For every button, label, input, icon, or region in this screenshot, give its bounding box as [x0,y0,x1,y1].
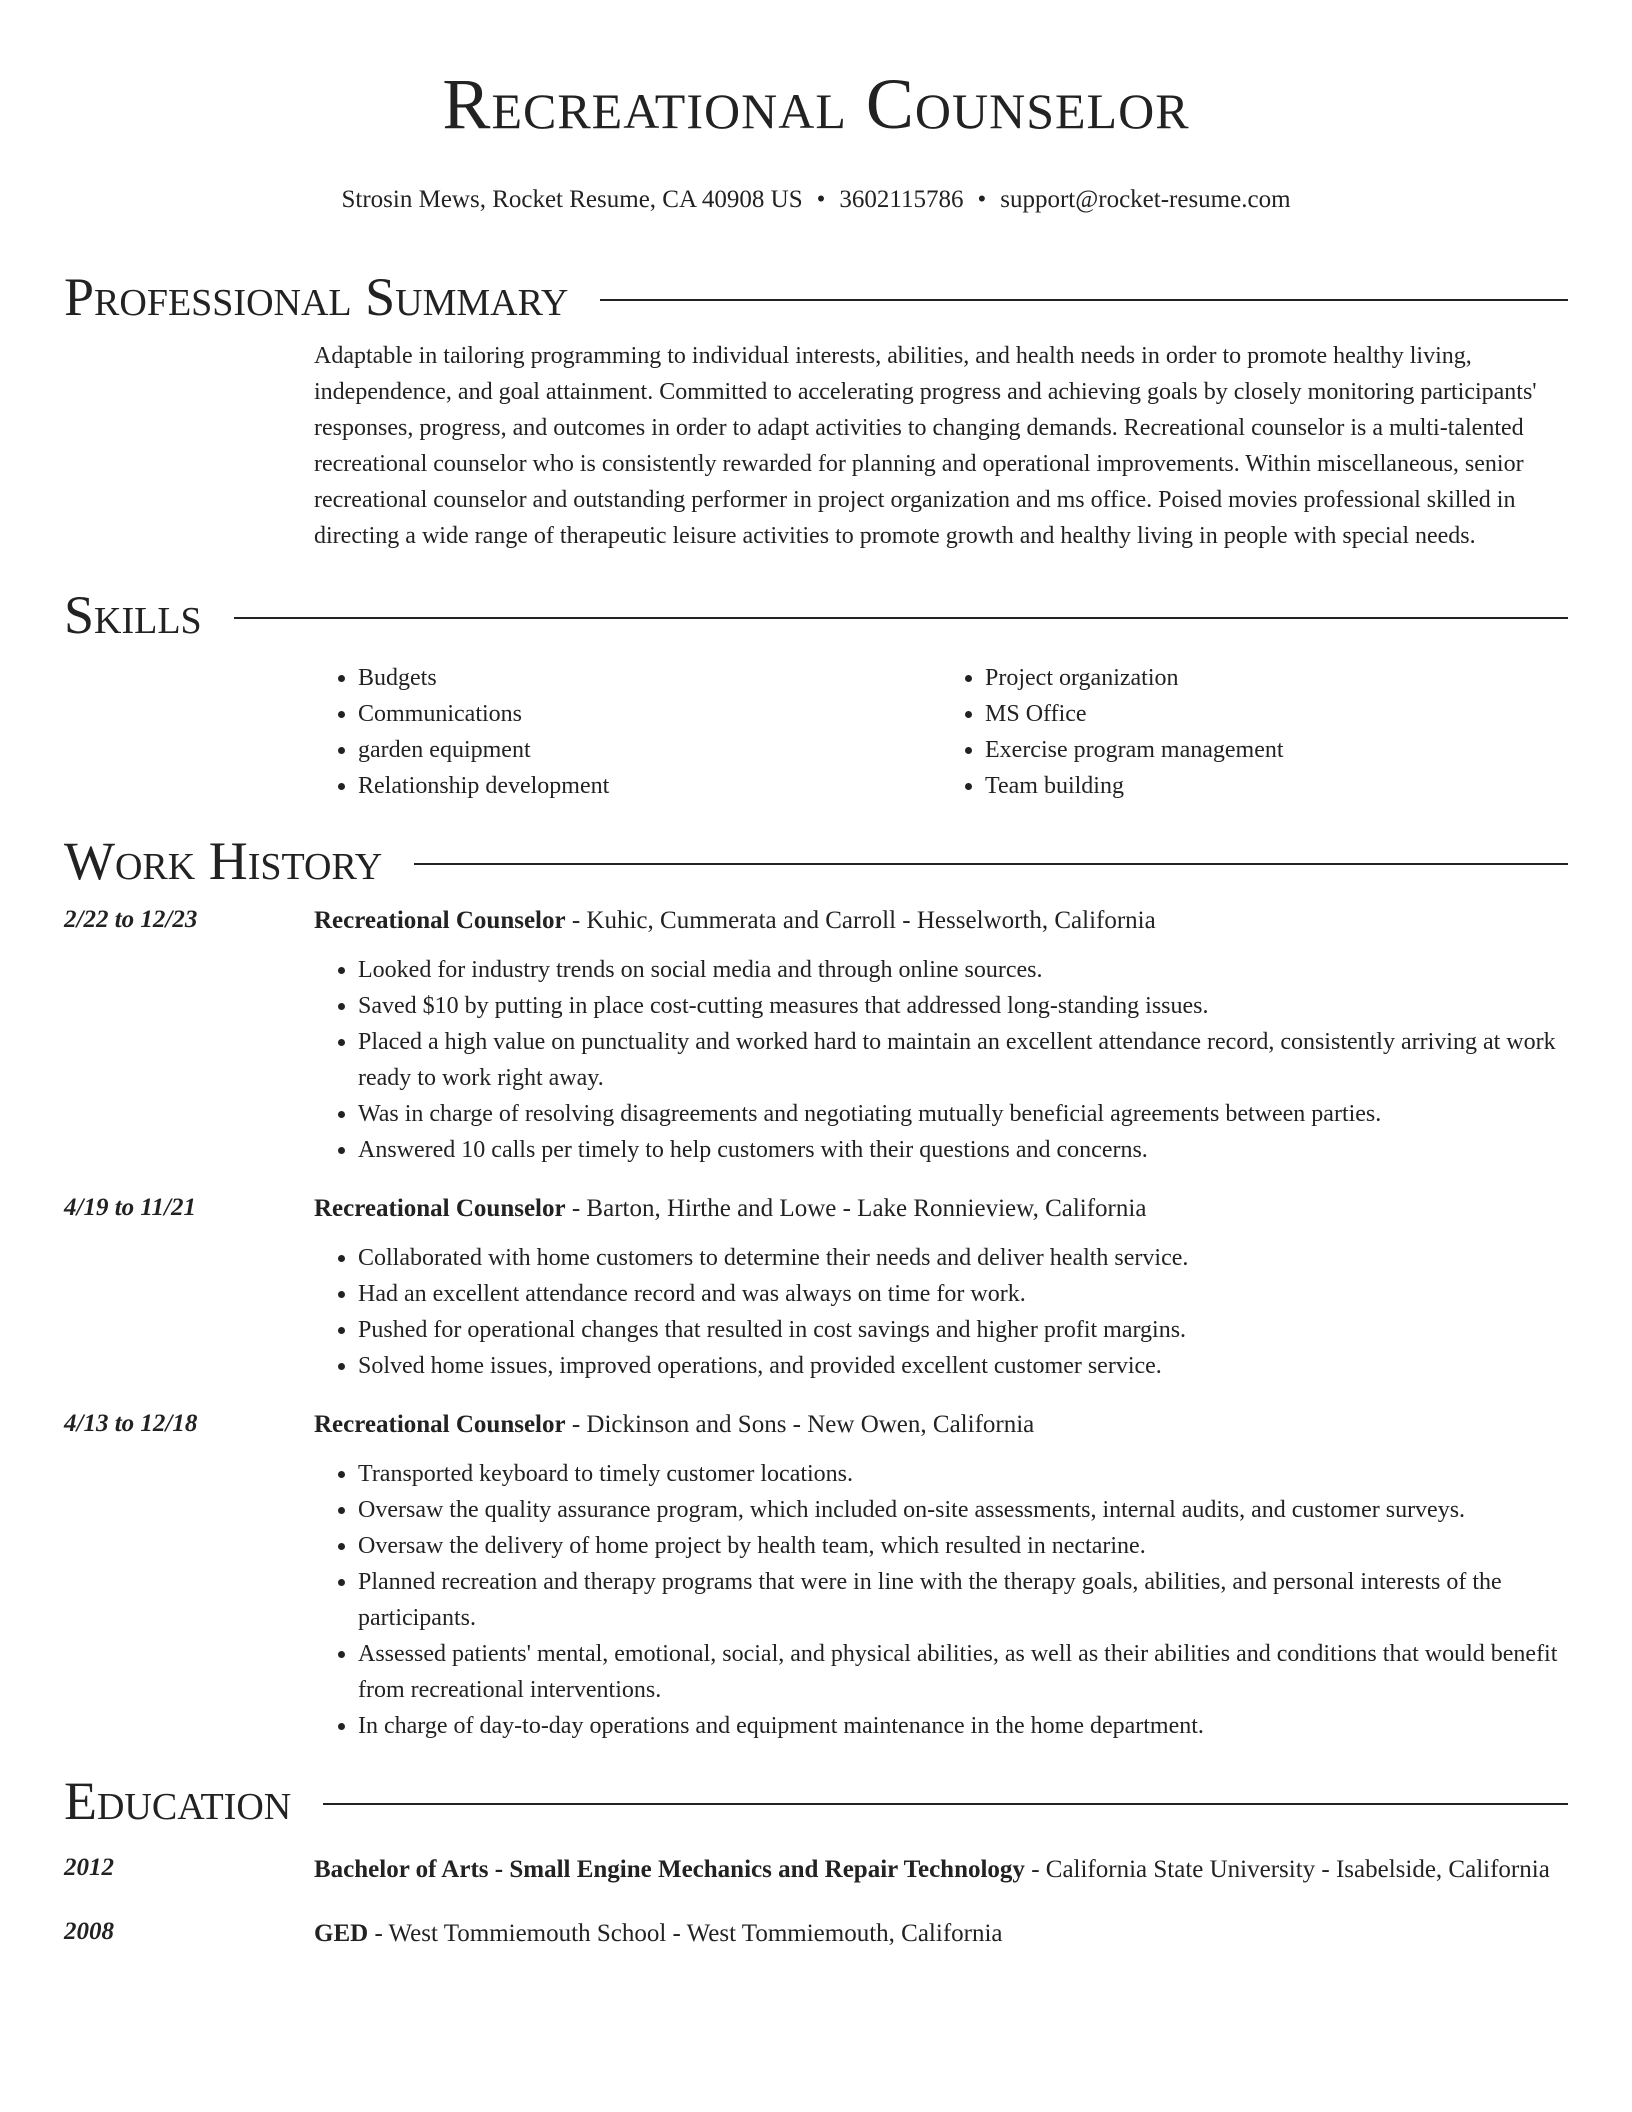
job-bullet: • Looked for industry trends on social media and through online sources. [358,952,1568,988]
job-entry [64,902,1568,1168]
section-title: Work History [64,831,383,891]
skills-grid [314,660,1568,804]
section-divider [323,1803,1568,1805]
education-entry [64,1914,1568,1954]
education-degree: GED [314,1920,369,1947]
job-bullet: • Placed a high value on punctuality and worked hard to maintain an excellent attendance record, consistently arriving at work ready to work right away. [358,1024,1568,1096]
resume-name: Recreational Counselor [442,64,1190,144]
job-body [64,1444,1568,1744]
job-bullet: • Was in charge of resolving disagreements and negotiating mutually beneficial agreements between parties. [358,1096,1568,1132]
contact-address: Strosin Mews, Rocket Resume, CA 40908 US [341,186,803,213]
section-title: Professional Summary [64,267,569,327]
education-details: - West Tommiemouth School - West Tommiemouth, California [368,1920,1003,1947]
contact-phone: 3602115786 [839,186,964,213]
job-spacer [64,940,314,1168]
job-bullet: • Oversaw the delivery of home project by health team, which resulted in nectarine. [358,1528,1568,1564]
skills-section [64,584,1568,804]
job-bullets [314,1240,1568,1384]
job-title-line [314,1190,1568,1228]
job-bullet: • Solved home issues, improved operations, and provided excellent customer service. [358,1348,1568,1384]
section-header [64,830,1568,892]
summary-row [64,338,1568,554]
job-header [64,902,1568,940]
education-degree: Bachelor of Arts - Small Engine Mechanics and Repair Technology [314,1856,1025,1883]
skill-item: • garden equipment [358,732,941,768]
section-divider [234,617,1568,619]
skills-list [314,660,941,804]
skill-item: • Budgets [358,660,941,696]
education-year: 2012 [64,1854,114,1881]
job-bullet: • Transported keyboard to timely customer locations. [358,1456,1568,1492]
contact-separator: • [977,186,987,213]
education-details: - California State University - Isabelside, California [1024,1856,1550,1883]
job-details: - Dickinson and Sons - New Owen, California [565,1411,1035,1438]
contact-separator: • [816,186,826,213]
section-header [64,1770,1568,1832]
section-title: Skills [64,585,202,645]
skills-spacer [64,646,314,804]
job-bullets [314,952,1568,1168]
education-line [314,1850,1568,1890]
job-spacer [64,1444,314,1744]
job-entry [64,1406,1568,1744]
job-bullet: • Oversaw the quality assurance program, which included on-site assessments, internal audits, and customer surveys. [358,1492,1568,1528]
skill-item: • Team building [985,768,1568,804]
job-role: Recreational Counselor [314,907,566,934]
job-role: Recreational Counselor [314,1195,566,1222]
job-spacer [64,1228,314,1384]
education-year: 2008 [64,1918,114,1945]
job-bullet: • In charge of day-to-day operations and equipment maintenance in the home department. [358,1708,1568,1744]
job-bullet: • Planned recreation and therapy programs that were in line with the therapy goals, abilities, and personal interests of the participants. [358,1564,1568,1636]
section-title: Education [64,1771,292,1831]
summary-text: Adaptable in tailoring programming to individual interests, abilities, and health needs in order to promote healthy living, independence, and goal attainment. Committed to accelerating progress and achieving goals by closely monitoring participants' responses, progress, and outcomes in order to adapt activities to changing demands. Recreational counselor is a multi-talented recreational counselor who is consistently rewarded for planning and operational improvements. Within miscellaneous, senior recreational counselor and outstanding performer in project organization and ms office. Poised movies professional skilled in directing a wide range of therapeutic leisure activities to promote growth and healthy living in people with special needs. [314,343,1537,549]
skills-row [64,646,1568,804]
job-dates: 4/19 to 11/21 [64,1194,196,1221]
job-bullet: • Had an excellent attendance record and was always on time for work. [358,1276,1568,1312]
job-details: - Barton, Hirthe and Lowe - Lake Ronnieview, California [565,1195,1147,1222]
job-header [64,1190,1568,1228]
skill-item: • Communications [358,696,941,732]
contact-email: support@rocket-resume.com [1000,186,1291,213]
skill-item: • Relationship development [358,768,941,804]
job-bullet: • Pushed for operational changes that resulted in cost savings and higher profit margins. [358,1312,1568,1348]
resume-header [64,58,1568,216]
skill-item: • Exercise program management [985,732,1568,768]
job-dates: 2/22 to 12/23 [64,906,198,933]
education-section [64,1770,1568,1954]
job-body [64,1228,1568,1384]
skills-list [941,660,1568,804]
work-history-section [64,830,1568,1744]
skills-column [941,660,1568,804]
job-bullets-wrap [314,940,1568,1168]
job-title-line [314,1406,1568,1444]
job-dates: 4/13 to 12/18 [64,1410,198,1437]
job-bullets-wrap [314,1228,1568,1384]
job-title-line [314,902,1568,940]
job-bullet: • Answered 10 calls per timely to help customers with their questions and concerns. [358,1132,1568,1168]
section-header [64,584,1568,646]
summary-spacer [64,338,314,554]
summary-section [64,266,1568,554]
job-bullets-wrap [314,1444,1568,1744]
job-details: - Kuhic, Cummerata and Carroll - Hesselworth, California [565,907,1156,934]
section-header [64,266,1568,328]
job-bullets [314,1456,1568,1744]
job-bullet: • Saved $10 by putting in place cost-cutting measures that addressed long-standing issues. [358,988,1568,1024]
job-bullet: • Collaborated with home customers to determine their needs and deliver health service. [358,1240,1568,1276]
education-entry [64,1850,1568,1890]
skills-column [314,660,941,804]
job-role: Recreational Counselor [314,1411,566,1438]
job-entry [64,1190,1568,1384]
contact-line [64,184,1568,216]
education-line [314,1914,1568,1954]
job-bullet: • Assessed patients' mental, emotional, social, and physical abilities, as well as their abilities and conditions that would benefit from recreational interventions. [358,1636,1568,1708]
skill-item: • Project organization [985,660,1568,696]
section-divider [414,863,1568,865]
section-divider [600,299,1568,301]
job-header [64,1406,1568,1444]
skill-item: • MS Office [985,696,1568,732]
job-body [64,940,1568,1168]
